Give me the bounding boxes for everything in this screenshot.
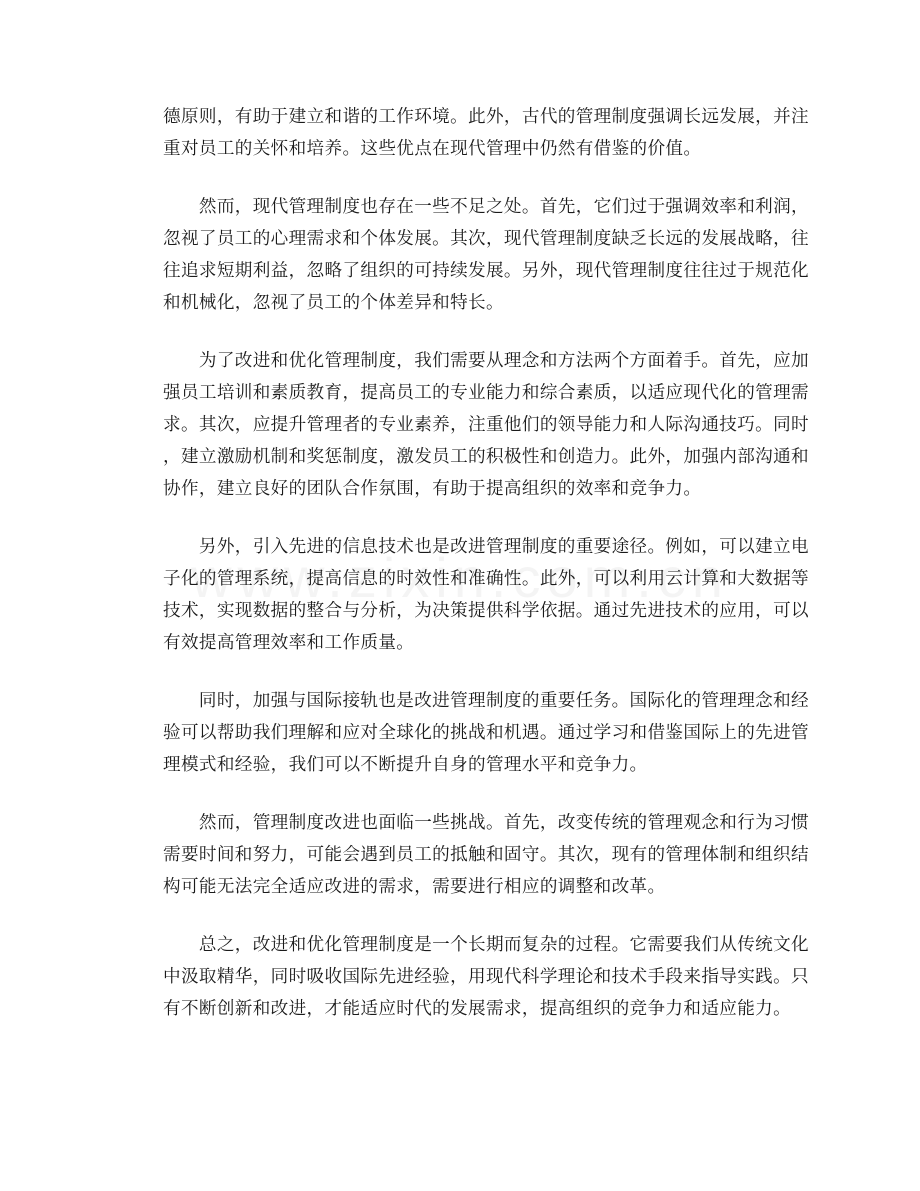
text-line: 有不断创新和改进，才能适应时代的发展需求，提高组织的竞争力和适应能力。 bbox=[163, 999, 792, 1019]
text-line: 子化的管理系统，提高信息的时效性和准确性。此外，可以利用云计算和大数据等 bbox=[163, 569, 809, 589]
text-line: 重对员工的关怀和培养。这些优点在现代管理中仍然有借鉴的价值。 bbox=[163, 139, 702, 159]
text-line: 总之，改进和优化管理制度是一个长期而复杂的过程。它需要我们从传统文化 bbox=[163, 935, 809, 955]
text-line: ，建立激励机制和奖惩制度，激发员工的积极性和创造力。此外，加强内部沟通和 bbox=[163, 447, 809, 467]
text-line: 验可以帮助我们理解和应对全球化的挑战和机遇。通过学习和借鉴国际上的先进管 bbox=[163, 723, 809, 743]
text-line: 然而，管理制度改进也面临一些挑战。首先，改变传统的管理观念和行为习惯 bbox=[163, 813, 809, 833]
text-line: 另外，引入先进的信息技术也是改进管理制度的重要途径。例如，可以建立电 bbox=[163, 537, 809, 557]
text-line: 和机械化，忽视了员工的个体差异和特长。 bbox=[163, 293, 504, 313]
text-line: 德原则，有助于建立和谐的工作环境。此外，古代的管理制度强调长远发展，并注 bbox=[163, 107, 809, 127]
text-line: 构可能无法完全适应改进的需求，需要进行相应的调整和改革。 bbox=[163, 877, 666, 897]
text-line: 然而，现代管理制度也存在一些不足之处。首先，它们过于强调效率和利润， bbox=[163, 197, 809, 217]
text-line: 往追求短期利益，忽略了组织的可持续发展。另外，现代管理制度往往过于规范化 bbox=[163, 261, 809, 281]
text-line: 中汲取精华，同时吸收国际先进经验，用现代科学理论和技术手段来指导实践。只 bbox=[163, 967, 809, 987]
paragraph bbox=[163, 929, 809, 1025]
text-line: 求。其次，应提升管理者的专业素养，注重他们的领导能力和人际沟通技巧。同时 bbox=[163, 415, 809, 435]
paragraph bbox=[163, 345, 809, 505]
paragraph bbox=[163, 807, 809, 903]
text-line: 需要时间和努力，可能会遇到员工的抵触和固守。其次，现有的管理体制和组织结 bbox=[163, 845, 809, 865]
paragraph bbox=[163, 685, 809, 781]
text-line: 强员工培训和素质教育，提高员工的专业能力和综合素质，以适应现代化的管理需 bbox=[163, 383, 809, 403]
text-line: 有效提高管理效率和工作质量。 bbox=[163, 633, 415, 653]
paragraph bbox=[163, 101, 809, 165]
text-line: 技术，实现数据的整合与分析，为决策提供科学依据。通过先进技术的应用，可以 bbox=[163, 601, 809, 621]
text-line: 理模式和经验，我们可以不断提升自身的管理水平和竞争力。 bbox=[163, 755, 648, 775]
paragraph bbox=[163, 191, 809, 319]
text-line: 协作，建立良好的团队合作氛围，有助于提高组织的效率和竞争力。 bbox=[163, 479, 702, 499]
text-line: 同时，加强与国际接轨也是改进管理制度的重要任务。国际化的管理理念和经 bbox=[163, 691, 809, 711]
paragraph bbox=[163, 531, 809, 659]
text-line: 忽视了员工的心理需求和个体发展。其次，现代管理制度缺乏长远的发展战略，往 bbox=[163, 229, 809, 249]
text-line: 为了改进和优化管理制度，我们需要从理念和方法两个方面着手。首先，应加 bbox=[163, 351, 809, 371]
document-body bbox=[163, 101, 809, 1051]
